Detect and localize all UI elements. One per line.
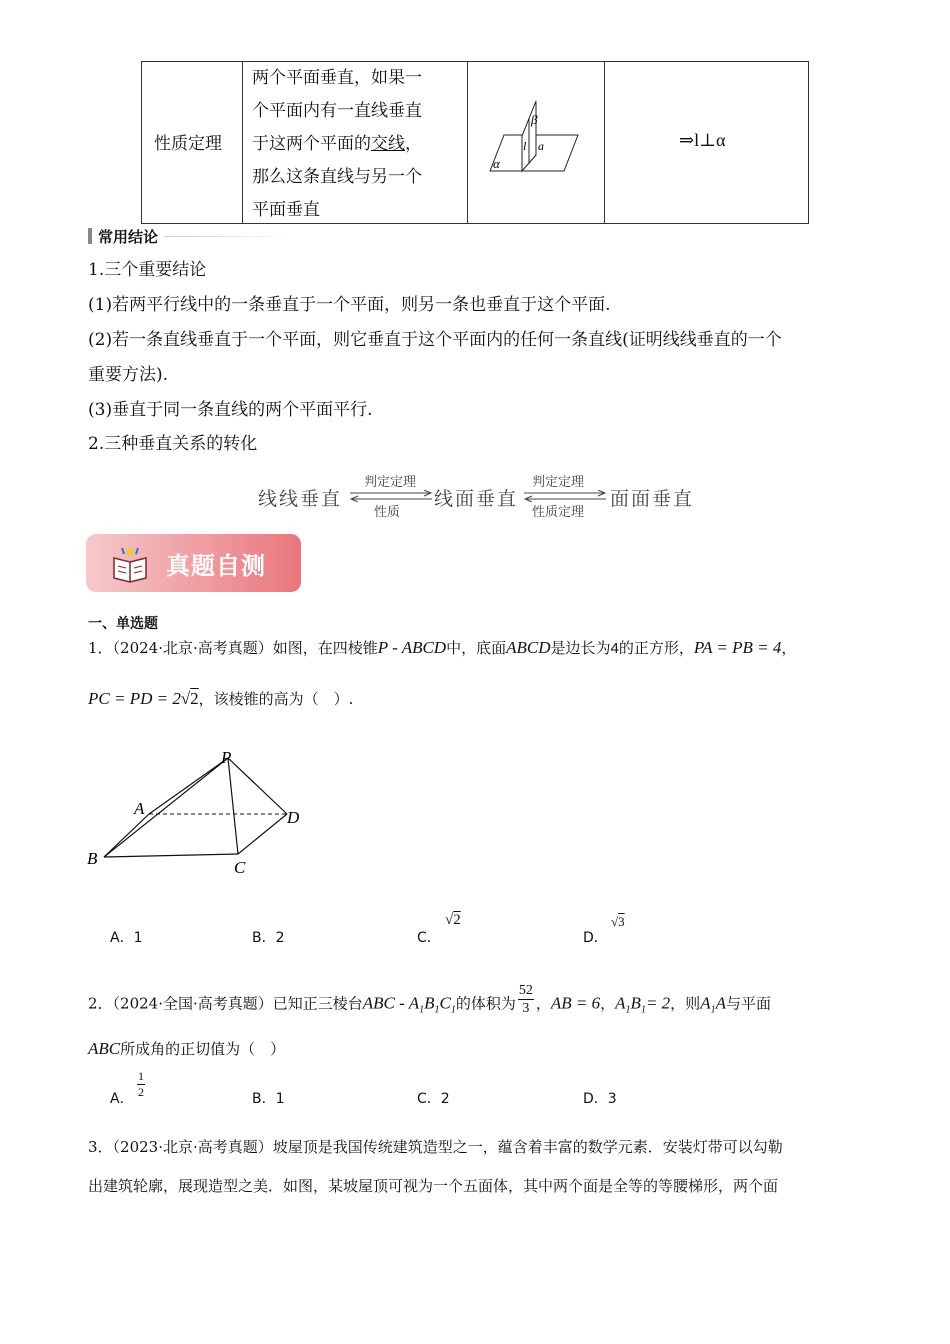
conclusion-line: (3)垂直于同一条直线的两个平面平行. [88,400,373,420]
table-cell-description [243,62,468,223]
section-banner [86,534,301,592]
svg-text:P: P [221,748,232,767]
arrow-label-down: 性质定理 [532,505,585,520]
common-conclusions-heading: 常用结论 [88,226,294,246]
svg-text:α: α [493,156,500,171]
section-title: 一、单选题 [88,616,158,632]
svg-text:l: l [523,139,527,153]
description-text: 两个平面垂直，如果一 个平面内有一直线垂直 于这两个平面的交线， 那么这条直线与另一个 平面垂直 [252,68,422,220]
svg-text:D: D [287,808,300,827]
q1-option-d-value: √3 [611,914,625,929]
svg-text:C: C [234,858,246,877]
question-2-line-1: 2．（2024·全国·高考真题）已知正三棱台ABC - $A_1B_1C_1$的体积为 $\frac{52}{3}$ ，AB = 6，$A_1B_1= 2$，则$A_1A$与平面 [88,983,771,1016]
q1-option-d[interactable]: D． [583,930,608,946]
question-3-line-2: 出建筑轮廓，展现造型之美．如图，某坡屋顶可视为一个五面体，其中两个面是全等的等腰梯形，两个面 [88,1177,779,1195]
underlined-word: 交线 [371,134,405,154]
term-line-plane: 线面垂直 [434,488,519,510]
question-2-line-2: ABC所成角的正切值为（ ） [88,1039,286,1058]
q2-option-c[interactable]: C．2 [417,1091,450,1107]
conclusion-line: 1.三个重要结论 [88,260,207,280]
svg-text:β: β [531,112,538,127]
term-line-line: 线线垂直 [258,488,343,510]
conclusion-line: 2.三种垂直关系的转化 [88,434,258,454]
term-plane-plane: 面面垂直 [610,488,695,510]
arrow-label-up: 判定定理 [364,475,417,490]
q1-option-c-value: √2 [445,912,461,928]
q1-option-b[interactable]: B．2 [252,930,285,946]
perpendicular-transform-diagram [258,470,698,520]
heading-divider [164,236,294,237]
q2-option-a-fraction: 1 2 [138,1069,144,1099]
book-icon [110,544,150,584]
conclusion-line: (2)若一条直线垂直于一个平面，则它垂直于这个平面内的任何一条直线(证明线线垂直的一个 [88,330,782,350]
heading-bar [88,228,92,244]
svg-text:B: B [87,849,98,868]
conclusion-text: ⇒l⊥α [679,130,726,150]
row-label: 性质定理 [154,134,222,154]
banner-title: 真题自测 [166,552,266,580]
svg-text:a: a [538,139,544,153]
q2-option-b[interactable]: B．1 [252,1091,285,1107]
arrow-label-down: 性质 [374,505,401,520]
conclusion-line: 重要方法). [88,365,169,385]
q2-option-d[interactable]: D．3 [583,1091,617,1107]
table-cell-label [142,62,243,223]
pyramid-figure [84,744,314,880]
conclusion-line: (1)若两平行线中的一条垂直于一个平面，则另一条也垂直于这个平面. [88,295,611,315]
question-3-line-1: 3．（2023·北京·高考真题）坡屋顶是我国传统建筑造型之一，蕴含着丰富的数学元素．安装灯带可以勾勒 [88,1138,783,1156]
perpendicular-planes-figure [486,98,586,178]
q2-option-a[interactable]: A． [110,1091,134,1107]
question-1-line-1: 1．（2024·北京·高考真题）如图，在四棱锥P - ABCD中，底面ABCD是边长为4的正方形，PA = PB = 4， [88,638,797,657]
theorem-table [141,61,809,224]
table-cell-figure [468,62,605,223]
q1-option-c[interactable]: C． [417,930,441,946]
arrow-label-up: 判定定理 [532,475,585,490]
svg-text:A: A [134,799,145,818]
q1-option-a[interactable]: A．1 [110,930,143,946]
question-1-line-2: PC = PD = 2√2，该棱锥的高为（ ）. [88,689,354,708]
